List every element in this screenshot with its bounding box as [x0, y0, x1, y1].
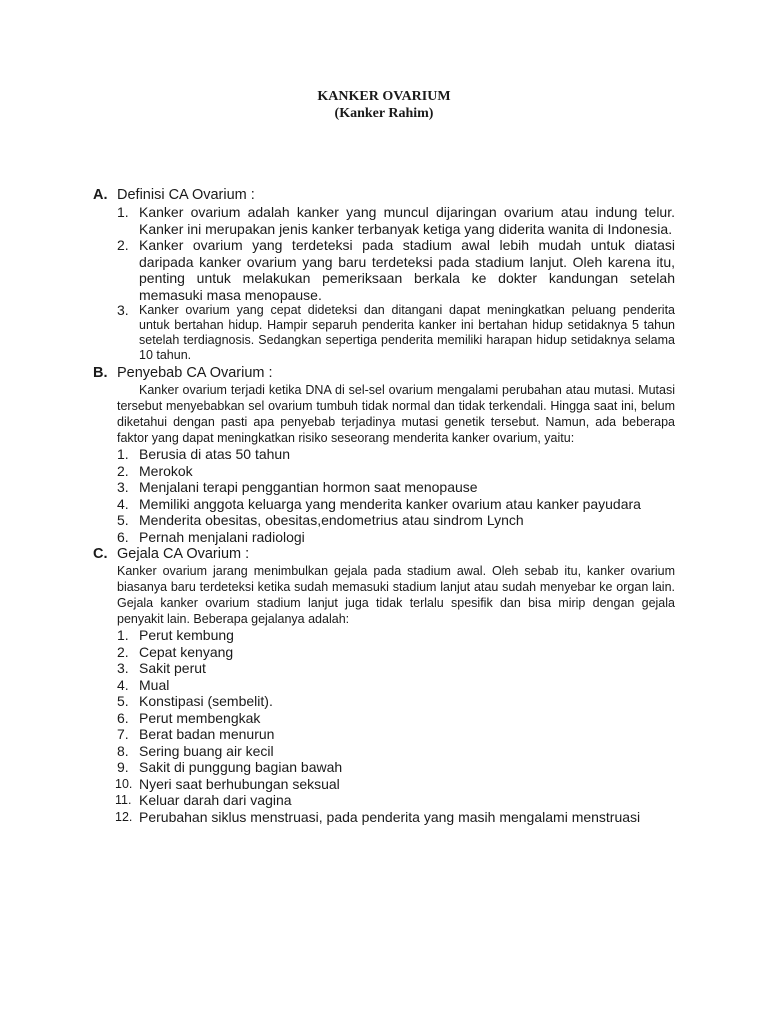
section-b-intro: Kanker ovarium terjadi ketika DNA di sel-sel ovarium mengalami perubahan atau mutasi. Mutasi tersebut menyebabkan sel ovarium tumbuh tidak normal dan tidak terkendali. Hingga saat ini, belum diketahui dengan pasti apa penyebab terjadinya mutasi genetik tersebut. Namun, ada beberapa faktor yang dapat meningkatkan risiko seseorang menderita kanker ovarium, yaitu: — [117, 383, 675, 445]
list-item: 3. Sakit perut — [117, 660, 206, 676]
list-item: 2. Merokok — [117, 462, 193, 479]
list-item: 12. Perubahan siklus menstruasi, pada penderita yang masih mengalami menstruasi — [115, 808, 641, 825]
section-b-title: Penyebab CA Ovarium : — [117, 365, 273, 381]
list-item: 11. Keluar darah dari vagina — [115, 792, 292, 808]
section-c-list — [93, 627, 675, 825]
list-item: 2. Cepat kenyang — [117, 643, 234, 660]
section-a-title: Definisi CA Ovarium : — [117, 187, 255, 203]
list-item: 3. Kanker ovarium yang cepat dideteksi dan ditangani dapat meningkatkan peluang penderita untuk bertahan hidup. Hampir separuh penderita kanker ini bertahan hidup setidaknya 5 tahun setelah terdiagnosis. Sedangkan sepertiga penderita memiliki harapan hidup setidaknya selama 10 tahun. — [117, 302, 675, 362]
section-a-heading — [93, 187, 675, 204]
document-title: KANKER OVARIUM — [317, 89, 451, 104]
section-b-list — [93, 446, 675, 545]
list-item: 8. Sering buang air kecil — [117, 742, 274, 759]
list-item: 9. Sakit di punggung bagian bawah — [117, 759, 343, 775]
document-subtitle: (Kanker Rahim) — [334, 106, 434, 121]
list-item: 4. Memiliki anggota keluarga yang menderita kanker ovarium atau kanker payudara — [117, 495, 641, 512]
list-item: 5. Menderita obesitas, obesitas,endometrius atau sindrom Lynch — [117, 512, 524, 528]
section-c-heading — [93, 546, 675, 563]
list-item: 2. Kanker ovarium yang terdeteksi pada stadium awal lebih mudah untuk diatasi daripada kanker ovarium yang baru terdeteksi pada stadium lanjut. Oleh karena itu, penting untuk melakukan pemeriksaan berkala ke dokter kandungan setelah memasuki masa menopause. — [117, 237, 675, 303]
section-c-intro: Kanker ovarium jarang menimbulkan gejala pada stadium awal. Oleh sebab itu, kanker ovarium biasanya baru terdeteksi ketika sudah memasuki stadium lanjut atau sudah menyebar ke organ lain. Gejala kanker ovarium stadium lanjut juga tidak terlalu spesifik dan bisa mirip dengan gejala penyakit lain. Beberapa gejalanya adalah: — [117, 564, 675, 626]
section-c-title: Gejala CA Ovarium : — [117, 546, 250, 562]
list-item: 4. Mual — [117, 676, 170, 693]
section-c-letter: C. — [93, 546, 108, 562]
list-item: 6. Perut membengkak — [117, 709, 261, 726]
list-item: 10. Nyeri saat berhubungan seksual — [115, 775, 340, 792]
list-item: 3. Menjalani terapi penggantian hormon saat menopause — [117, 479, 478, 495]
document-body — [93, 186, 675, 825]
section-a-list — [93, 204, 675, 363]
section-a-letter: A. — [93, 187, 108, 203]
list-item: 6. Pernah menjalani radiologi — [117, 528, 305, 545]
list-item: 5. Konstipasi (sembelit). — [117, 693, 273, 709]
list-item: 7. Berat badan menurun — [117, 726, 275, 742]
list-item: 1. Kanker ovarium adalah kanker yang muncul dijaringan ovarium atau indung telur. Kanker ini merupakan jenis kanker terbanyak ketiga yang diderita wanita di Indonesia. — [117, 204, 675, 237]
section-b-letter: B. — [93, 365, 108, 381]
list-item: 1. Perut kembung — [117, 627, 234, 643]
list-item: 1. Berusia di atas 50 tahun — [117, 446, 290, 462]
section-b-heading — [93, 365, 675, 382]
